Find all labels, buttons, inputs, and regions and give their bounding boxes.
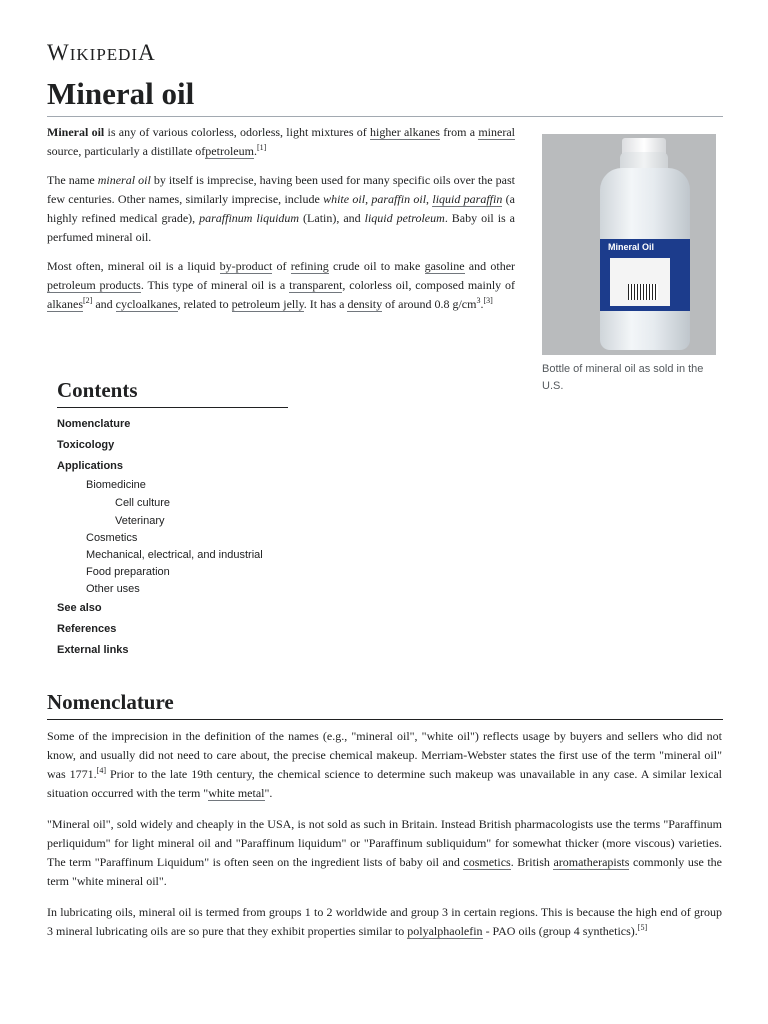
link-alkanes[interactable]: alkanes xyxy=(47,297,83,311)
wordmark-letter: A xyxy=(138,40,156,65)
text: Some of the imprecision in the definition of the names (e.g., "mineral oil", "white oil") reflects usage by buyers and sellers who did not know, and usually did not need to care about, the precise chemical makeup. Merriam-Webster states the first use of the term "mineral oil" was 1771. xyxy=(47,729,722,781)
link-transparent[interactable]: transparent xyxy=(289,278,343,292)
italic-term: liquid petroleum xyxy=(364,211,445,225)
italic-term: mineral oil xyxy=(97,173,151,187)
toc-item-mechanical[interactable]: Mechanical, electrical, and industrial xyxy=(86,549,263,561)
toc-item-other-uses[interactable]: Other uses xyxy=(86,583,140,595)
toc-title: Contents xyxy=(57,378,288,408)
text: . British xyxy=(510,855,554,869)
toc-item-cosmetics[interactable]: Cosmetics xyxy=(86,532,138,544)
lead-paragraph-3 xyxy=(47,257,515,314)
mineral-oil-bottle-photo[interactable] xyxy=(542,134,716,355)
text: commonly use the term "white mineral oil". xyxy=(47,855,723,888)
link-petroleum-jelly[interactable]: petroleum jelly xyxy=(231,297,304,311)
link-refining[interactable]: refining xyxy=(290,259,329,273)
text: "Mineral oil", sold widely and cheaply in the USA, is not sold as such in Britain. Instead British pharmacologists use the terms "Paraffinum perliquidum" for light mineral oil and "Paraffinum liquidum" or "Paraffinum subliquidum" for somewhat thicker (more viscous) varieties. The term "Paraffinum Liquidum" is often seen on the ingredient lists of baby oil and xyxy=(47,817,722,869)
reference-1[interactable]: [1] xyxy=(256,143,267,152)
lead-paragraph-2 xyxy=(47,171,515,247)
text: - PAO oils (group 4 synthetics). xyxy=(482,924,638,938)
toc-item-applications[interactable]: Applications xyxy=(57,460,124,472)
link-petroleum-products[interactable]: petroleum products xyxy=(47,278,141,292)
toc-item-toxicology[interactable]: Toxicology xyxy=(57,439,115,451)
text: is any of various colorless, odorless, light mixtures of xyxy=(104,125,371,139)
link-mineral[interactable]: mineral xyxy=(478,125,515,139)
text: from a xyxy=(439,125,479,139)
link-higher-alkanes[interactable]: higher alkanes xyxy=(370,125,440,139)
toc-item-veterinary[interactable]: Veterinary xyxy=(115,515,165,527)
text: . Baby oil is a perfumed mineral oil. xyxy=(47,211,515,244)
toc-item-external-links[interactable]: External links xyxy=(57,644,129,656)
text: , colorless oil, composed mainly of xyxy=(342,278,516,292)
bold-term: Mineral oil xyxy=(47,125,105,139)
italic-term: white oil xyxy=(323,192,366,206)
link-polyalphaolefin[interactable]: polyalphaolefin xyxy=(407,924,483,938)
table-of-contents xyxy=(57,378,317,661)
wikipedia-wordmark[interactable] xyxy=(47,40,156,66)
text: Prior to the late 19th century, the chemical science to determine such makeup was unavailable in any case. A similar lexical situation occurred with the term " xyxy=(47,767,722,800)
link-cycloalkanes[interactable]: cycloalkanes xyxy=(115,297,178,311)
text: Most often, mineral oil is a liquid xyxy=(47,259,220,273)
text: . It has a xyxy=(303,297,348,311)
nomenclature-paragraph-1 xyxy=(47,727,722,803)
section-heading-nomenclature: Nomenclature xyxy=(47,690,723,720)
text: crude oil to make xyxy=(328,259,425,273)
link-gasoline[interactable]: gasoline xyxy=(424,259,465,273)
toc-item-cell-culture[interactable]: Cell culture xyxy=(115,497,171,509)
link-white-metal[interactable]: white metal xyxy=(208,786,265,800)
toc-item-references[interactable]: References xyxy=(57,623,117,635)
toc-item-biomedicine[interactable]: Biomedicine xyxy=(86,479,146,491)
text: . xyxy=(480,297,484,311)
italic-term: paraffin oil xyxy=(371,192,427,206)
text: and other xyxy=(464,259,516,273)
barcode xyxy=(628,284,658,300)
bottle-label-text: Mineral Oil xyxy=(608,242,655,252)
text: (Latin), and xyxy=(299,211,365,225)
text: of xyxy=(272,259,291,273)
nomenclature-section xyxy=(47,727,722,953)
text: . This type of mineral oil is a xyxy=(140,278,290,292)
wordmark-letter: W xyxy=(47,40,70,65)
text: and xyxy=(92,297,116,311)
link-liquid-paraffin[interactable] xyxy=(432,192,502,207)
reference-5[interactable]: [5] xyxy=(637,923,648,932)
link-text: liquid paraffin xyxy=(432,192,503,206)
link-aromatherapists[interactable]: aromatherapists xyxy=(553,855,630,869)
text: . xyxy=(253,144,257,158)
infobox xyxy=(542,134,722,395)
link-by-product[interactable]: by-product xyxy=(219,259,273,273)
toc-item-nomenclature[interactable]: Nomenclature xyxy=(57,418,131,430)
text: source, particularly a distillate of xyxy=(47,144,206,158)
text: (a highly refined medical grade), xyxy=(47,192,515,225)
link-density[interactable]: density xyxy=(347,297,383,311)
text: ". xyxy=(264,786,273,800)
page-title: Mineral oil xyxy=(47,76,723,117)
reference-3[interactable]: [3] xyxy=(483,296,493,305)
toc-item-food-preparation[interactable]: Food preparation xyxy=(86,566,170,578)
text: , related to xyxy=(177,297,232,311)
superscript: 3 xyxy=(476,296,481,305)
wordmark-smallcaps: IKIPEDI xyxy=(69,45,139,64)
text: of around 0.8 g/cm xyxy=(382,297,477,311)
image-caption: Bottle of mineral oil as sold in the U.S. xyxy=(542,363,704,392)
reference-4[interactable]: [4] xyxy=(96,766,106,775)
text: , xyxy=(426,192,433,206)
link-petroleum[interactable]: petroleum xyxy=(205,144,254,158)
link-cosmetics[interactable]: cosmetics xyxy=(463,855,511,869)
text: , xyxy=(365,192,372,206)
nomenclature-paragraph-2 xyxy=(47,815,722,891)
reference-2[interactable]: [2] xyxy=(82,296,93,305)
nomenclature-paragraph-3 xyxy=(47,903,722,941)
text: by itself is imprecise, having been used for many specific oils over the past few centuries. Other names, similarly imprecise, include xyxy=(47,173,515,206)
lead-section xyxy=(47,123,515,324)
text: The name xyxy=(47,173,98,187)
toc-item-see-also[interactable]: See also xyxy=(57,602,102,614)
italic-term: paraffinum liquidum xyxy=(199,211,300,225)
lead-paragraph-1 xyxy=(47,123,515,161)
text: In lubricating oils, mineral oil is termed from groups 1 to 2 worldwide and group 3 in certain regions. This is because the high end of group 3 mineral lubricating oils are so pure that they exhibit properties similar to xyxy=(47,905,722,938)
